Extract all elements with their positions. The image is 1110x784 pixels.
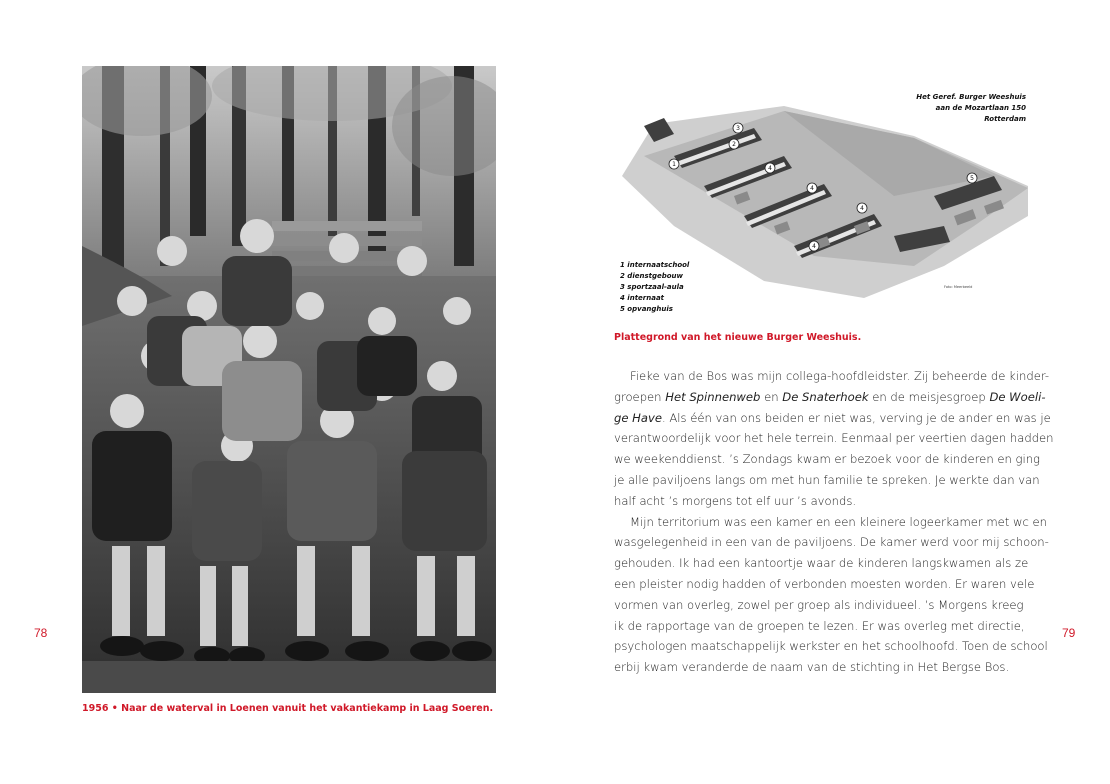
text-run: we weekenddienst. ’s Zondags kwam er bezoek voor de kinderen en ging	[614, 452, 1040, 467]
body-line	[614, 387, 1046, 408]
plan-title	[916, 92, 1026, 125]
text-run: en de meisjesgroep	[868, 389, 990, 404]
plan-title-line: Rotterdam	[984, 115, 1026, 123]
plan-marker-2: 2	[732, 141, 736, 148]
text-run: . Als één van ons beiden er niet was, verving je de ander en was je	[662, 410, 1051, 425]
italic-run: Het Spinnenweb	[665, 389, 761, 404]
body-line	[614, 408, 1051, 429]
legend-item: 1 internaatschool	[620, 261, 690, 269]
plan-marker-4d: 4	[812, 243, 816, 250]
text-run: een pleister nodig hadden of verbonden moesten worden. Er waren vele	[614, 576, 1035, 591]
italic-run: De Snaterhoek	[782, 389, 869, 404]
body-line	[614, 491, 1028, 512]
text-run: groepen	[614, 389, 666, 404]
text-run: wasgelegenheid in een van de paviljoens. De kamer werd voor mij schoon-	[614, 535, 1049, 550]
text-run: je alle paviljoens langs om met hun familie te spreken. Je werkte dan van	[614, 472, 1040, 487]
body-line	[614, 616, 1028, 637]
plan-caption: Plattegrond van het nieuwe Burger Weeshuis.	[614, 332, 862, 343]
plan-legend	[620, 260, 689, 315]
text-run: Mijn territorium was een kamer en een kleinere logeerkamer met wc en	[630, 514, 1048, 529]
body-line	[614, 532, 1049, 553]
page-number-right: 79	[1062, 626, 1076, 640]
italic-run: ge Have	[614, 410, 662, 425]
text-run: Fieke van de Bos was mijn collega-hoofdleidster. Zij beheerde de kinder-	[630, 369, 1050, 383]
text-run: en	[760, 389, 783, 404]
text-run: psychologen maatschappelijk werkster en het schoolhoofd. Toen de school	[614, 639, 1048, 654]
photo-caption: 1956 • Naar de waterval in Loenen vanuit het vakantiekamp in Laag Soeren.	[82, 703, 494, 714]
body-line	[614, 512, 1048, 533]
body-line	[614, 366, 1050, 387]
plan-marker-4c: 4	[860, 205, 864, 212]
body-line	[614, 636, 1048, 657]
text-run: half acht ’s morgens tot elf uur ’s avonds.	[614, 493, 857, 508]
plan-title-line: Het Geref. Burger Weeshuis	[916, 93, 1026, 101]
body-line	[614, 449, 1040, 470]
body-line	[614, 428, 1054, 449]
page-number-left: 78	[34, 626, 48, 640]
site-plan-illustration	[614, 66, 1028, 316]
legend-item: 4 internaat	[620, 294, 665, 302]
plan-marker-3: 3	[736, 125, 740, 132]
body-line	[614, 595, 1028, 616]
plan-marker-4b: 4	[810, 185, 814, 192]
plan-title-line: aan de Mozartlaan 150	[935, 104, 1026, 112]
body-line	[614, 574, 1035, 595]
text-run: vormen van overleg, zowel per groep als individueel. ’s Morgens kreeg	[614, 597, 1024, 612]
text-run: gehouden. Ik had een kantoortje waar de kinderen langskwamen als ze	[614, 556, 1029, 571]
body-text	[614, 366, 1054, 678]
plan-marker-5: 5	[970, 175, 974, 182]
plan-credit: Foto: Meerbeeld	[944, 285, 973, 289]
body-line	[614, 470, 1040, 491]
legend-item: 2 dienstgebouw	[620, 272, 683, 280]
plan-marker-4a: 4	[768, 165, 772, 172]
text-run: ik de rapportage van de groepen te lezen. Er was overleg met directie,	[614, 618, 1025, 633]
text-run: verantwoordelijk voor het hele terrein. Eenmaal per veertien dagen hadden	[614, 431, 1054, 446]
legend-item: 3 sportzaal-aula	[620, 283, 684, 291]
body-line	[614, 553, 1028, 574]
group-photo	[82, 66, 496, 693]
plan-marker-1: 1	[672, 161, 676, 168]
text-run: erbij kwam veranderde de naam van de stichting in Het Bergse Bos.	[614, 660, 1010, 675]
body-line	[614, 657, 1028, 678]
italic-run: De Woeli-	[989, 389, 1046, 404]
legend-item: 5 opvanghuis	[620, 305, 673, 313]
